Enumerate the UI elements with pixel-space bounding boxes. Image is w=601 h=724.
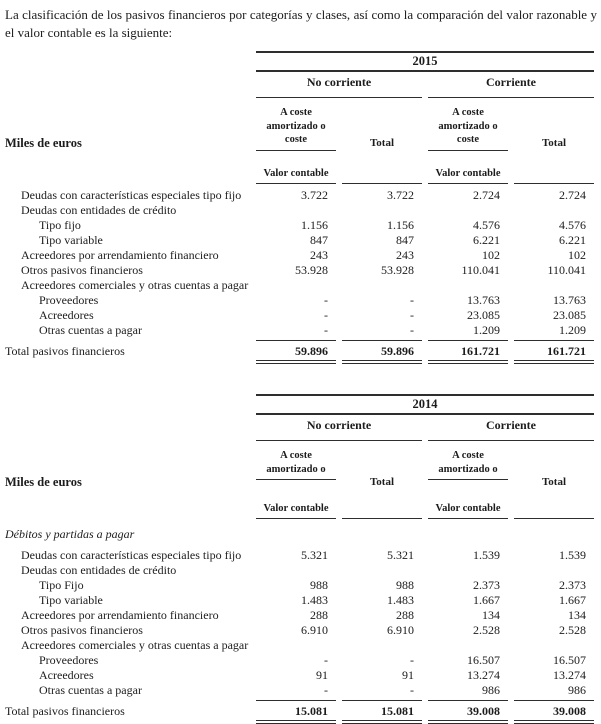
row-label: Acreedores por arrendamiento financiero <box>21 607 219 622</box>
column-header-total-nc: Total <box>342 104 422 184</box>
cell-value: 243 <box>310 247 328 262</box>
cell-value: 39.008 <box>514 700 594 724</box>
spacer-cell <box>5 51 250 72</box>
cell-value: 23.085 <box>553 307 586 322</box>
cell-value: 1.539 <box>473 547 500 562</box>
cell-value: 6.910 <box>387 622 414 637</box>
cell-value <box>514 203 594 218</box>
column-header-amortized-cost-c <box>428 104 508 184</box>
group-header-no-corriente: No corriente <box>256 418 422 441</box>
table-body <box>5 188 597 364</box>
units-label: Miles de euros <box>5 136 82 151</box>
cell-value <box>342 203 422 218</box>
cell-value: - <box>410 307 414 322</box>
financial-table-2015 <box>5 51 597 364</box>
cell-value: 986 <box>568 682 586 697</box>
cell-value: 1.539 <box>559 547 586 562</box>
cell-value: - <box>324 652 328 667</box>
cell-value: 243 <box>396 247 414 262</box>
cell-value: 53.928 <box>295 262 328 277</box>
row-label: Total pasivos financieros <box>5 343 125 358</box>
cell-value: - <box>410 652 414 667</box>
table-row <box>5 278 597 293</box>
year-header-row <box>5 51 597 72</box>
total-row <box>5 340 597 364</box>
cell-value <box>256 527 336 542</box>
cell-value: - <box>410 682 414 697</box>
row-label: Acreedores por arrendamiento financiero <box>21 247 219 262</box>
cell-value <box>256 563 336 578</box>
cell-value: 988 <box>396 577 414 592</box>
table-row <box>5 248 597 263</box>
row-label: Otras cuentas a pagar <box>39 682 142 697</box>
cell-value: 102 <box>482 247 500 262</box>
cell-value: 2.724 <box>473 187 500 202</box>
table-row <box>5 683 597 698</box>
column-header-amortized-cost-nc <box>256 447 336 519</box>
amortized-cost-header: A coste amortizado o coste <box>256 104 336 151</box>
group-header-no-corriente: No corriente <box>256 75 422 98</box>
row-label: Acreedores comerciales y otras cuentas a pagar <box>21 637 249 652</box>
row-label: Tipo variable <box>39 232 103 247</box>
table-row <box>5 548 597 563</box>
cell-value: 15.081 <box>342 700 422 724</box>
cell-value: 59.896 <box>256 340 336 364</box>
table-row <box>5 638 597 653</box>
table-row <box>5 203 597 218</box>
row-label: Acreedores comerciales y otras cuentas a pagar <box>21 277 249 292</box>
row-label: Acreedores <box>39 667 94 682</box>
spacer-cell <box>5 418 250 441</box>
table-row <box>5 527 597 542</box>
row-label: Tipo variable <box>39 592 103 607</box>
cell-value: 134 <box>568 607 586 622</box>
table-row <box>5 608 597 623</box>
column-header-amortized-cost-c <box>428 447 508 519</box>
cell-value: 16.507 <box>467 652 500 667</box>
cell-value: 3.722 <box>301 187 328 202</box>
cell-value <box>514 563 594 578</box>
cell-value: 2.528 <box>559 622 586 637</box>
amortized-cost-header: A coste amortizado o <box>428 447 508 480</box>
cell-value <box>514 638 594 653</box>
column-header-total-c: Total <box>514 104 594 184</box>
cell-value: 161.721 <box>514 340 594 364</box>
cell-value: 2.724 <box>559 187 586 202</box>
cell-value: 161.721 <box>428 340 508 364</box>
column-header-row <box>5 104 597 184</box>
table-row <box>5 188 597 203</box>
cell-value <box>428 563 508 578</box>
book-value-header: Valor contable <box>256 501 336 519</box>
column-header-total-c: Total <box>514 447 594 519</box>
cell-value: 6.910 <box>301 622 328 637</box>
group-header-corriente: Corriente <box>428 418 594 441</box>
cell-value: 288 <box>396 607 414 622</box>
table-row <box>5 263 597 278</box>
cell-value: 1.667 <box>559 592 586 607</box>
cell-value: 4.576 <box>559 217 586 232</box>
cell-value: 288 <box>310 607 328 622</box>
cell-value <box>342 278 422 293</box>
cell-value: 4.576 <box>473 217 500 232</box>
amortized-cost-header: A coste amortizado o coste <box>428 104 508 151</box>
cell-value: - <box>324 292 328 307</box>
column-header-row <box>5 447 597 519</box>
cell-value <box>342 527 422 542</box>
cell-value: 13.274 <box>467 667 500 682</box>
table-row <box>5 233 597 248</box>
cell-value: 1.483 <box>301 592 328 607</box>
row-label: Deudas con entidades de crédito <box>21 202 177 217</box>
cell-value: 110.041 <box>461 262 500 277</box>
table-row <box>5 668 597 683</box>
cell-value <box>342 638 422 653</box>
book-value-header: Valor contable <box>256 166 336 184</box>
table-row <box>5 578 597 593</box>
table-body <box>5 527 597 724</box>
cell-value: 1.209 <box>473 322 500 337</box>
row-label: Proveedores <box>39 652 99 667</box>
cell-value: 91 <box>402 667 414 682</box>
group-header-row <box>5 418 597 441</box>
cell-value: - <box>410 292 414 307</box>
row-label: Tipo fijo <box>39 217 81 232</box>
table-row <box>5 653 597 668</box>
cell-value: 13.763 <box>553 292 586 307</box>
cell-value: 5.321 <box>301 547 328 562</box>
cell-value: 5.321 <box>387 547 414 562</box>
row-label: Débitos y partidas a pagar <box>5 526 135 541</box>
cell-value: 988 <box>310 577 328 592</box>
table-row <box>5 623 597 638</box>
row-label: Proveedores <box>39 292 99 307</box>
year-label: 2015 <box>256 51 594 72</box>
cell-value <box>256 278 336 293</box>
cell-value: 110.041 <box>547 262 586 277</box>
cell-value: 2.373 <box>473 577 500 592</box>
book-value-header: Valor contable <box>428 166 508 184</box>
cell-value: 2.528 <box>473 622 500 637</box>
cell-value <box>256 638 336 653</box>
cell-value <box>428 278 508 293</box>
cell-value: 847 <box>396 232 414 247</box>
column-header-total-nc: Total <box>342 447 422 519</box>
row-label: Tipo Fijo <box>39 577 84 592</box>
row-label: Acreedores <box>39 307 94 322</box>
table-row <box>5 218 597 233</box>
cell-value: - <box>324 307 328 322</box>
row-label: Otros pasivos financieros <box>21 622 143 637</box>
group-header-corriente: Corriente <box>428 75 594 98</box>
cell-value: 1.156 <box>301 217 328 232</box>
cell-value: 1.667 <box>473 592 500 607</box>
amortized-cost-header: A coste amortizado o <box>256 447 336 480</box>
cell-value: 6.221 <box>473 232 500 247</box>
row-label: Total pasivos financieros <box>5 703 125 718</box>
cell-value: 2.373 <box>559 577 586 592</box>
table-row <box>5 563 597 578</box>
financial-table-2014 <box>5 394 597 724</box>
cell-value: 1.156 <box>387 217 414 232</box>
cell-value <box>514 278 594 293</box>
cell-value: 6.221 <box>559 232 586 247</box>
spacer-cell <box>5 75 250 98</box>
cell-value: - <box>324 682 328 697</box>
cell-value: 102 <box>568 247 586 262</box>
cell-value: 1.209 <box>559 322 586 337</box>
cell-value: 91 <box>316 667 328 682</box>
cell-value: 13.274 <box>553 667 586 682</box>
cell-value: 53.928 <box>381 262 414 277</box>
spacer-cell <box>5 394 250 415</box>
cell-value: 59.896 <box>342 340 422 364</box>
row-label: Deudas con entidades de crédito <box>21 562 177 577</box>
cell-value: 134 <box>482 607 500 622</box>
table-row <box>5 593 597 608</box>
cell-value: 1.483 <box>387 592 414 607</box>
row-label: Deudas con características especiales tipo fijo <box>21 187 242 202</box>
row-label: Otros pasivos financieros <box>21 262 143 277</box>
cell-value: 13.763 <box>467 292 500 307</box>
year-label: 2014 <box>256 394 594 415</box>
cell-value <box>428 638 508 653</box>
table-row <box>5 293 597 308</box>
group-header-row <box>5 75 597 98</box>
cell-value <box>428 527 508 542</box>
cell-value: 23.085 <box>467 307 500 322</box>
row-label: Otras cuentas a pagar <box>39 322 142 337</box>
cell-value: 15.081 <box>256 700 336 724</box>
cell-value <box>342 563 422 578</box>
cell-value: 3.722 <box>387 187 414 202</box>
cell-value <box>256 203 336 218</box>
intro-paragraph: La clasificación de los pasivos financieros por categorías y clases, así como la comparación del valor razonable y el valor contable es la siguiente: <box>5 7 597 41</box>
units-label: Miles de euros <box>5 475 82 490</box>
table-row <box>5 323 597 338</box>
cell-value <box>428 203 508 218</box>
year-header-row <box>5 394 597 415</box>
column-header-amortized-cost-nc <box>256 104 336 184</box>
cell-value: 986 <box>482 682 500 697</box>
cell-value: - <box>410 322 414 337</box>
cell-value: 39.008 <box>428 700 508 724</box>
cell-value <box>514 527 594 542</box>
cell-value: 847 <box>310 232 328 247</box>
table-row <box>5 308 597 323</box>
cell-value: 16.507 <box>553 652 586 667</box>
row-label: Deudas con características especiales tipo fijo <box>21 547 242 562</box>
book-value-header: Valor contable <box>428 501 508 519</box>
cell-value: - <box>324 322 328 337</box>
